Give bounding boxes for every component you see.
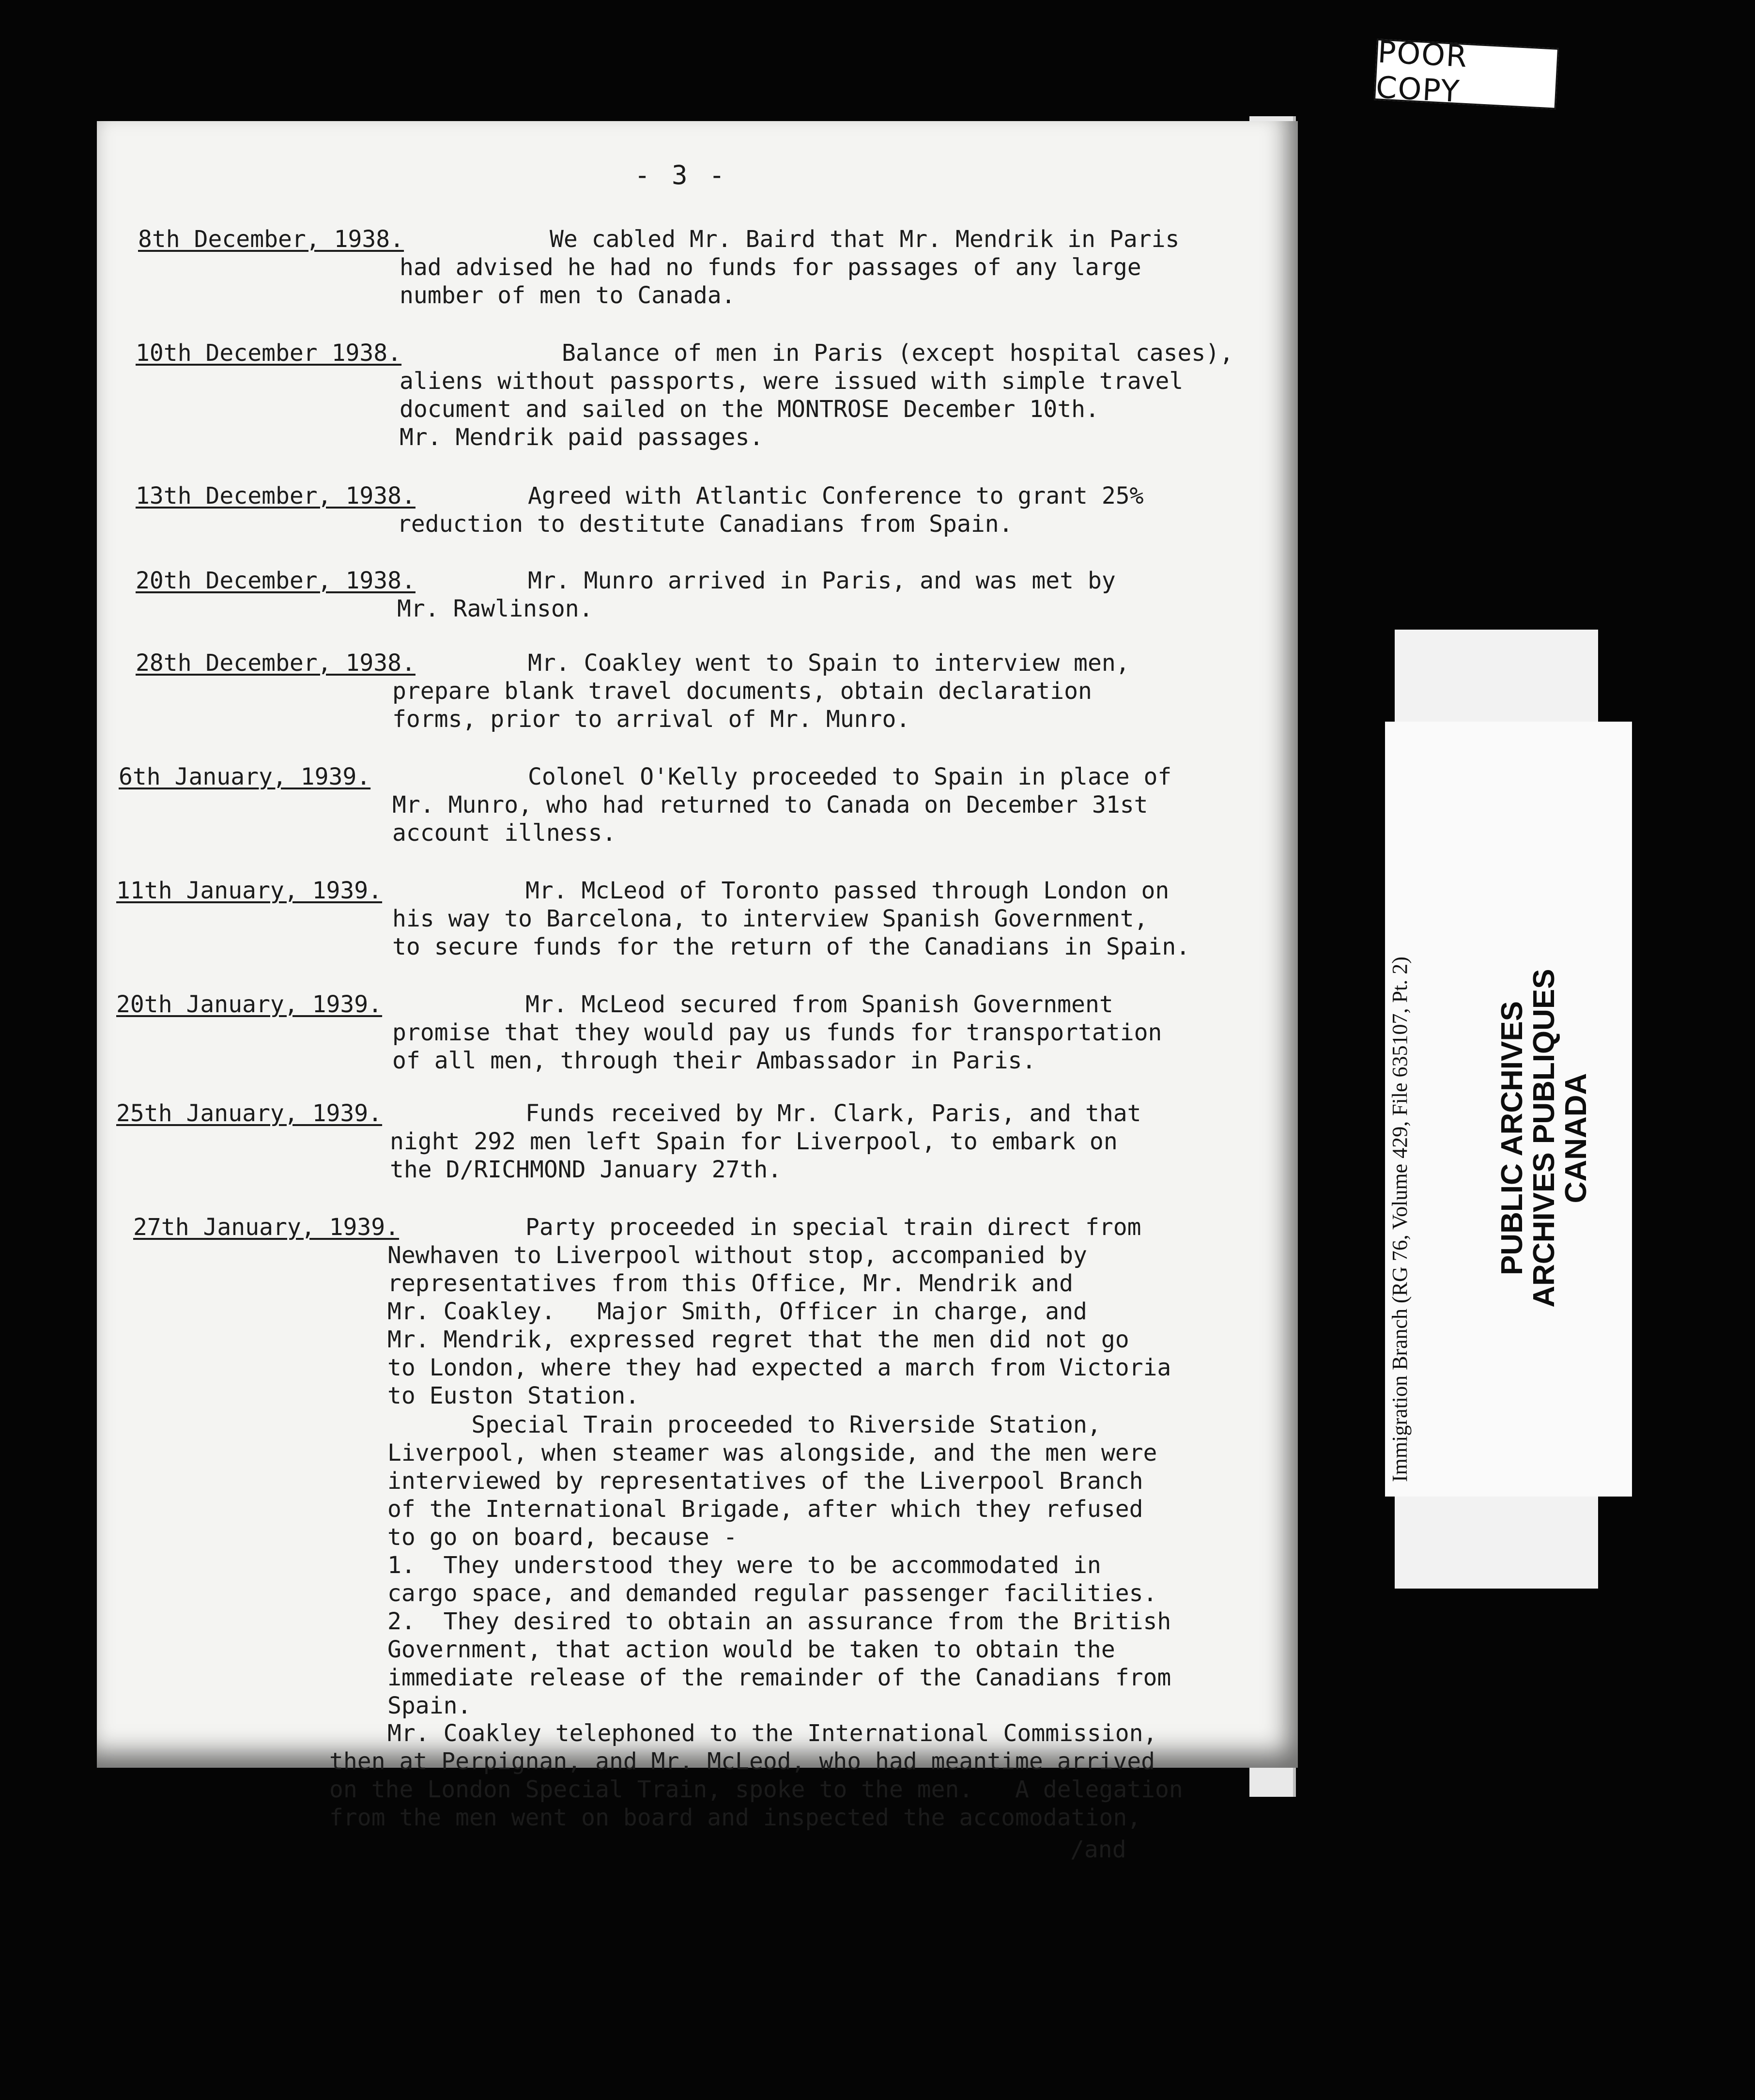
- closing-line: on the London Special Train, spoke to the men. A delegation: [329, 1776, 1183, 1803]
- entry-line: to London, where they had expected a march from Victoria: [387, 1354, 1171, 1381]
- entry-line: Mr. Rawlinson.: [397, 595, 593, 622]
- entry-line: Balance of men in Paris (except hospital cases),: [562, 340, 1234, 367]
- entry-date: 20th December, 1938.: [136, 567, 416, 594]
- entry-line: account illness.: [392, 819, 616, 847]
- entry-line: Mr. Munro arrived in Paris, and was met by: [528, 567, 1116, 594]
- entry-date: 11th January, 1939.: [116, 877, 383, 904]
- entry-date: 10th December 1938.: [136, 340, 402, 367]
- entry-line: Liverpool, when steamer was alongside, and the men were: [387, 1439, 1157, 1467]
- archives-line: CANADA: [1559, 1073, 1593, 1204]
- entry-line: reduction to destitute Canadians from Spain.: [397, 510, 1013, 538]
- entry-line: promise that they would pay us funds for transportation: [392, 1019, 1162, 1046]
- entry-line: Colonel O'Kelly proceeded to Spain in place of: [528, 763, 1172, 790]
- closing-line: Mr. Coakley telephoned to the International Commission,: [387, 1720, 1157, 1747]
- entry-date: 25th January, 1939.: [116, 1100, 383, 1127]
- entry-line: Spain.: [387, 1692, 472, 1719]
- entry-line: immediate release of the remainder of the Canadians from: [387, 1664, 1171, 1691]
- entry-date: 13th December, 1938.: [136, 482, 416, 510]
- entry-line: Special Train proceeded to Riverside Station,: [387, 1411, 1101, 1438]
- entry-line: We cabled Mr. Baird that Mr. Mendrik in Paris: [550, 226, 1180, 253]
- entry-line: to Euston Station.: [387, 1382, 640, 1409]
- entry-line: forms, prior to arrival of Mr. Munro.: [392, 706, 910, 733]
- entry-line: Government, that action would be taken to obtain the: [387, 1636, 1115, 1663]
- entry-line: aliens without passports, were issued with simple travel: [400, 368, 1184, 395]
- closing-paragraph: [329, 1719, 1183, 1860]
- entry-line: the D/RICHMOND January 27th.: [390, 1156, 782, 1183]
- closing-line: then at Perpignan, and Mr. McLeod, who had meantime arrived: [329, 1748, 1155, 1775]
- entry-line: to go on board, because -: [387, 1524, 738, 1551]
- entry-line: number of men to Canada.: [400, 282, 736, 309]
- entry-line: Newhaven to Liverpool without stop, accompanied by: [387, 1242, 1087, 1269]
- entry-date: 8th December, 1938.: [138, 226, 404, 253]
- entry-line: 1. They understood they were to be accommodated in: [387, 1552, 1101, 1579]
- archives-stamp: [1496, 954, 1592, 1322]
- entry-line: interviewed by representatives of the Liverpool Branch: [387, 1467, 1143, 1495]
- entry-line: Party proceeded in special train direct from: [525, 1214, 1141, 1241]
- entry-line: night 292 men left Spain for Liverpool, to embark on: [390, 1128, 1118, 1155]
- entry-line: Mr. Coakley went to Spain to interview men,: [528, 649, 1130, 677]
- entry-line: Mr. Mendrik, expressed regret that the men did not go: [387, 1326, 1129, 1353]
- archives-line: PUBLIC ARCHIVES: [1495, 1001, 1529, 1276]
- entry-line: of all men, through their Ambassador in Paris.: [392, 1047, 1036, 1074]
- entry-line: Mr. McLeod of Toronto passed through London on: [525, 877, 1170, 904]
- entry-line: representatives from this Office, Mr. Mendrik and: [387, 1270, 1074, 1297]
- entry-date: 28th December, 1938.: [136, 649, 416, 677]
- entry-line: 2. They desired to obtain an assurance from the British: [387, 1608, 1171, 1635]
- entry-line: his way to Barcelona, to interview Spanish Government,: [392, 905, 1148, 932]
- closing-line: from the men went on board and inspected the accomodation,: [329, 1804, 1141, 1831]
- entry-line: Mr. McLeod secured from Spanish Government: [525, 991, 1113, 1018]
- catchword: /and: [1070, 1836, 1126, 1863]
- entry-line: had advised he had no funds for passages of any large: [400, 254, 1141, 281]
- page-number: - 3 -: [634, 160, 728, 190]
- entry-line: of the International Brigade, after which they refused: [387, 1496, 1143, 1523]
- entry-date: 20th January, 1939.: [116, 991, 383, 1018]
- entry-line: prepare blank travel documents, obtain declaration: [392, 678, 1092, 705]
- archives-line: ARCHIVES PUBLIQUES: [1527, 969, 1561, 1308]
- poor-copy-stamp: POOR COPY: [1374, 39, 1559, 109]
- entry-line: Mr. Munro, who had returned to Canada on December 31st: [392, 791, 1148, 818]
- entry-line: Mr. Coakley. Major Smith, Officer in charge, and: [387, 1298, 1087, 1325]
- entry-line: Agreed with Atlantic Conference to grant 25%: [528, 482, 1144, 510]
- archive-reference: Immigration Branch (RG 76, Volume 429, File 635107, Pt. 2): [1388, 957, 1412, 1482]
- entry-line: cargo space, and demanded regular passenger facilities.: [387, 1580, 1157, 1607]
- entry-line: to secure funds for the return of the Canadians in Spain.: [392, 933, 1190, 960]
- entry-line: Funds received by Mr. Clark, Paris, and that: [525, 1100, 1141, 1127]
- entry-date: 27th January, 1939.: [133, 1214, 400, 1241]
- entry-line: Mr. Mendrik paid passages.: [400, 424, 764, 451]
- entry-line: document and sailed on the MONTROSE December 10th.: [400, 396, 1099, 423]
- entry-date: 6th January, 1939.: [119, 763, 371, 790]
